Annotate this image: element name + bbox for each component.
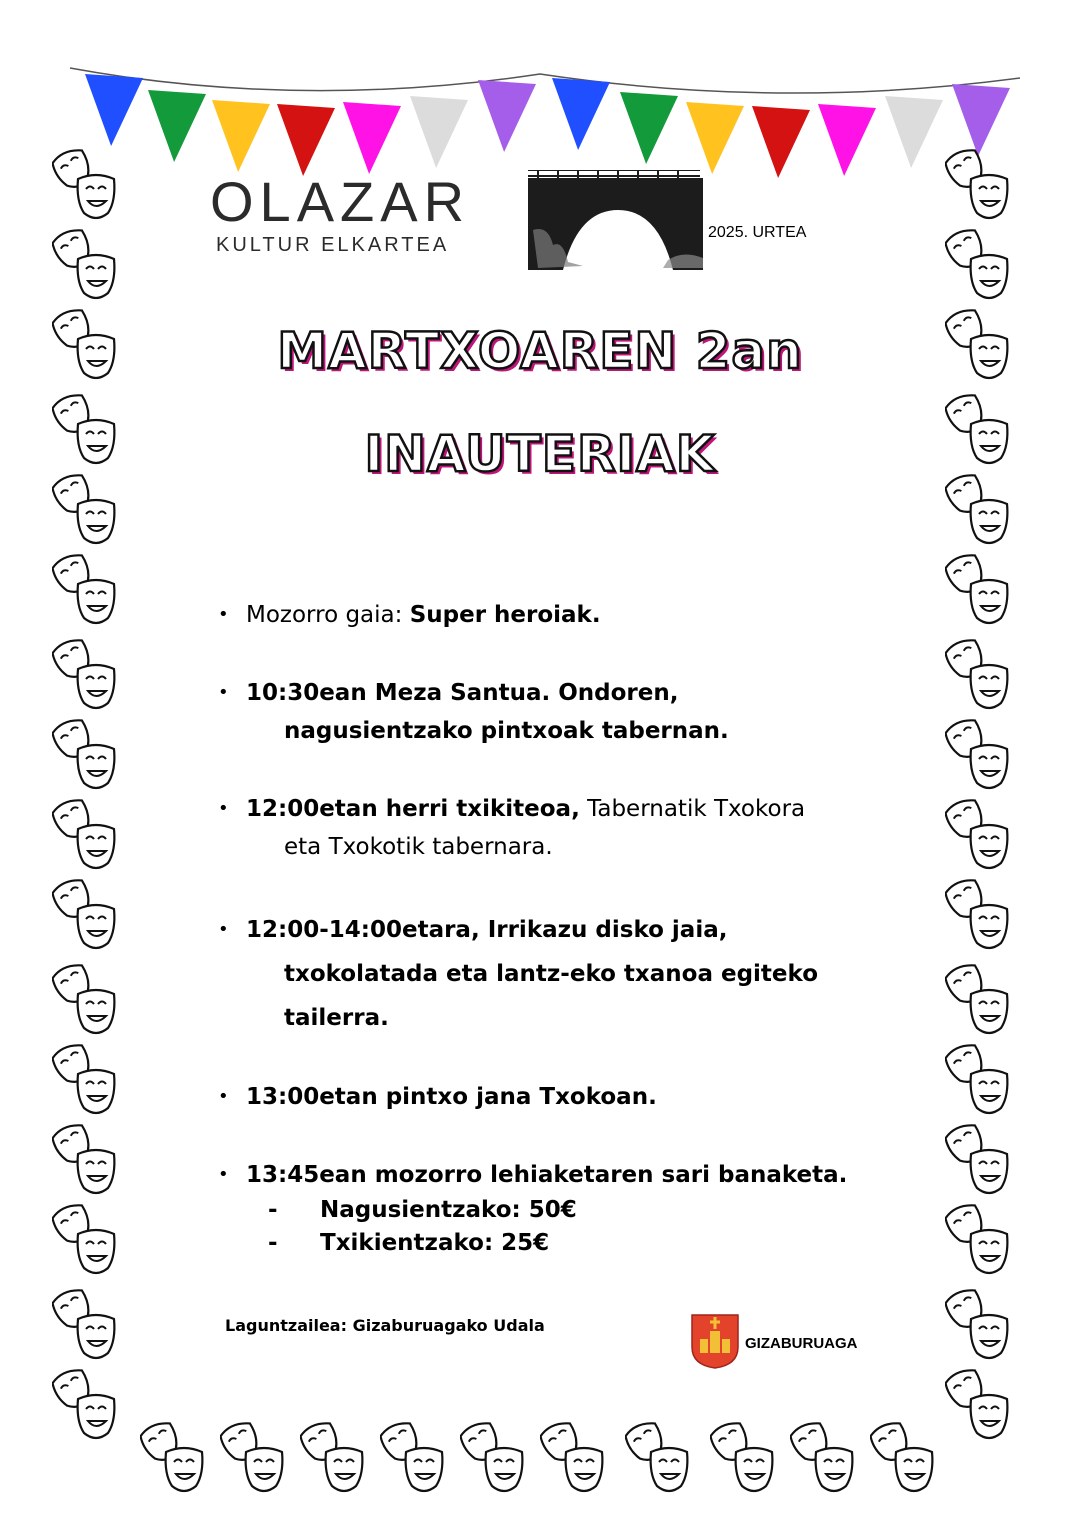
theatre-masks-icon bbox=[945, 1200, 1015, 1280]
theatre-masks-icon bbox=[625, 1418, 695, 1498]
theatre-masks-icon bbox=[52, 1120, 122, 1200]
bunting-flag bbox=[686, 102, 744, 174]
theatre-masks-icon bbox=[945, 1365, 1015, 1445]
theatre-masks-icon bbox=[52, 1365, 122, 1445]
theatre-masks-icon bbox=[790, 1418, 860, 1498]
theatre-masks-icon bbox=[300, 1418, 370, 1498]
title-event: INAUTERIAK bbox=[364, 425, 716, 483]
list-item: • Mozorro gaia: Super heroiak. bbox=[218, 596, 918, 634]
municipal-crest-icon bbox=[690, 1313, 740, 1369]
list-item: • 13:45ean mozorro lehiaketaren sari banaketa. bbox=[218, 1156, 918, 1194]
theatre-masks-icon bbox=[710, 1418, 780, 1498]
theatre-masks-icon bbox=[540, 1418, 610, 1498]
bunting-flag bbox=[885, 96, 943, 168]
bunting-flag bbox=[752, 106, 810, 178]
prize-item: - Nagusientzako: 50€ bbox=[268, 1197, 577, 1223]
theatre-masks-icon bbox=[52, 795, 122, 875]
program-list bbox=[218, 596, 918, 1260]
bunting-flag bbox=[85, 74, 143, 146]
bunting-flag bbox=[212, 100, 270, 172]
bunting-flag bbox=[552, 78, 610, 150]
theatre-masks-icon bbox=[945, 225, 1015, 305]
theatre-masks-icon bbox=[945, 145, 1015, 225]
bunting-flag bbox=[410, 96, 468, 168]
theatre-masks-icon bbox=[460, 1418, 530, 1498]
bunting-flag bbox=[620, 92, 678, 164]
theatre-masks-icon bbox=[945, 960, 1015, 1040]
list-item: • 12:00-14:00etara, Irrikazu disko jaia, txokolatada eta lantz-eko txanoa egiteko tailerra. bbox=[218, 908, 918, 1040]
theatre-masks-icon bbox=[945, 875, 1015, 955]
theatre-masks-icon bbox=[52, 1040, 122, 1120]
municipality-name: GIZABURUAGA bbox=[745, 1335, 858, 1352]
theatre-masks-icon bbox=[945, 550, 1015, 630]
theatre-masks-icon bbox=[945, 635, 1015, 715]
year-label: 2025. URTEA bbox=[708, 224, 807, 241]
bunting-flag bbox=[478, 80, 536, 152]
theatre-masks-icon bbox=[945, 1120, 1015, 1200]
list-item: • 13:00etan pintxo jana Txokoan. bbox=[218, 1078, 918, 1116]
olazar-logo bbox=[210, 170, 660, 270]
bunting-flag bbox=[343, 102, 401, 174]
theatre-masks-icon bbox=[52, 550, 122, 630]
title-date: MARTXOAREN 2an bbox=[277, 322, 803, 380]
prize-item: - Txikientzako: 25€ bbox=[268, 1230, 550, 1256]
theatre-masks-icon bbox=[52, 1200, 122, 1280]
logo-name: OLAZAR bbox=[210, 170, 471, 233]
list-item: • 12:00etan herri txikiteoa, Tabernatik Txokora eta Txokotik tabernara. bbox=[218, 790, 918, 866]
theatre-masks-icon bbox=[140, 1418, 210, 1498]
theatre-masks-icon bbox=[380, 1418, 450, 1498]
sponsor-text: Laguntzailea: Gizaburuagako Udala bbox=[225, 1316, 545, 1335]
bunting-flag bbox=[148, 90, 206, 162]
bunting-flag bbox=[277, 104, 335, 176]
theatre-masks-icon bbox=[52, 225, 122, 305]
theatre-masks-icon bbox=[220, 1418, 290, 1498]
theatre-masks-icon bbox=[52, 145, 122, 225]
theatre-masks-icon bbox=[945, 1040, 1015, 1120]
bunting-string bbox=[70, 68, 1020, 93]
theatre-masks-icon bbox=[52, 635, 122, 715]
theatre-masks-icon bbox=[52, 715, 122, 795]
theatre-masks-icon bbox=[945, 1285, 1015, 1365]
bridge-icon bbox=[528, 170, 708, 270]
logo-subtitle: KULTUR ELKARTEA bbox=[216, 234, 450, 256]
theatre-masks-icon bbox=[945, 795, 1015, 875]
theatre-masks-icon bbox=[945, 715, 1015, 795]
theatre-masks-icon bbox=[52, 1285, 122, 1365]
theatre-masks-icon bbox=[52, 960, 122, 1040]
list-item: • 10:30ean Meza Santua. Ondoren, nagusientzako pintxoak tabernan. bbox=[218, 674, 918, 750]
bunting-flag bbox=[818, 104, 876, 176]
theatre-masks-icon bbox=[52, 875, 122, 955]
theatre-masks-icon bbox=[870, 1418, 940, 1498]
